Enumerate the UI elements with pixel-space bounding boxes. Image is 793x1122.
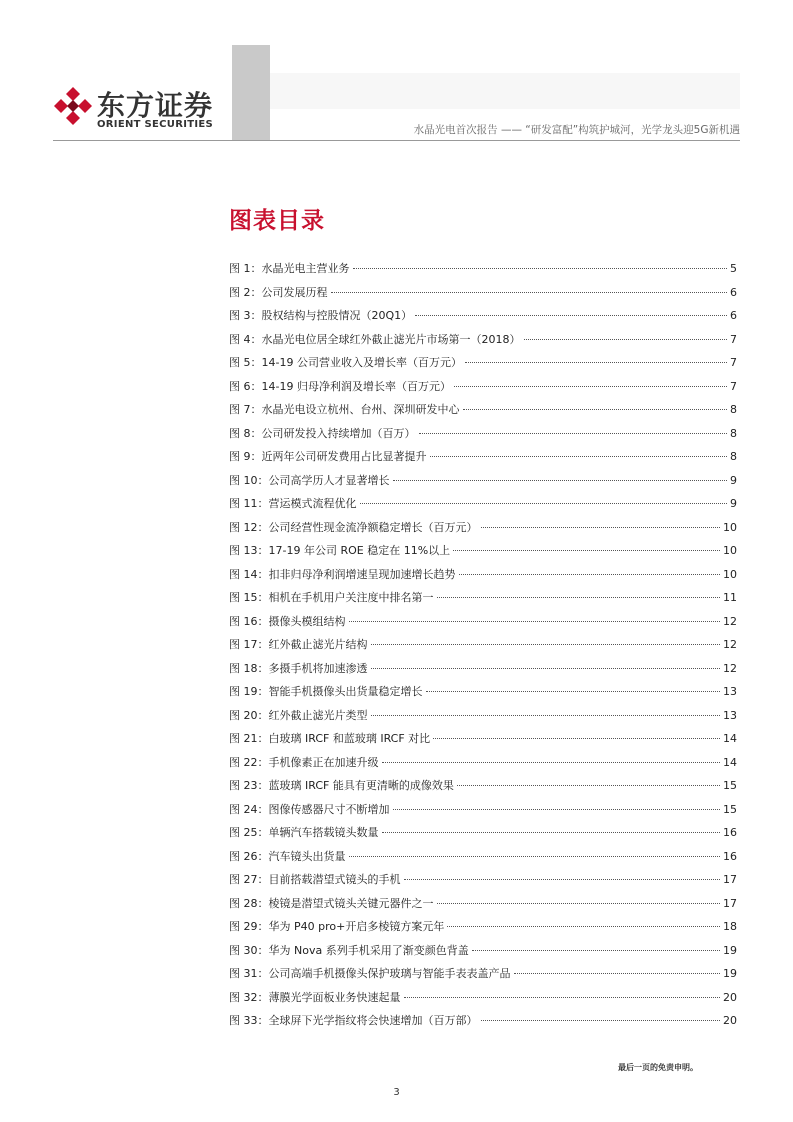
- toc-entry-label[interactable]: 图 11：营运模式流程优化: [229, 497, 357, 510]
- toc-entry[interactable]: [229, 660, 737, 684]
- toc-entry-label[interactable]: 图 14：扣非归母净利润增速呈现加速增长趋势: [229, 567, 456, 581]
- toc-dot-leader: [457, 784, 720, 786]
- toc-entry-page[interactable]: 15: [723, 802, 737, 816]
- toc-entry[interactable]: [229, 378, 737, 402]
- toc-dot-leader: [415, 314, 727, 316]
- toc-dot-leader: [430, 455, 728, 457]
- toc-entry[interactable]: [229, 331, 737, 355]
- toc-entry-page[interactable]: 10: [723, 567, 737, 581]
- toc-entry-label[interactable]: 图 7：水晶光电设立杭州、台州、深圳研发中心: [229, 403, 460, 416]
- toc-entry-page[interactable]: 16: [723, 849, 737, 863]
- toc-dot-leader: [393, 479, 728, 481]
- toc-entry-page[interactable]: 15: [723, 779, 737, 792]
- toc-entry[interactable]: [229, 824, 737, 848]
- page-number: 3: [393, 1087, 400, 1098]
- toc-entry-page[interactable]: 20: [723, 990, 737, 1004]
- toc-entry-label[interactable]: 图 22：手机像素正在加速升级: [229, 755, 379, 769]
- toc-entry[interactable]: [229, 730, 737, 754]
- toc-dot-leader: [349, 620, 721, 622]
- toc-entry-label[interactable]: 图 18：多摄手机将加速渗透: [229, 661, 368, 675]
- toc-dot-leader: [514, 972, 721, 974]
- toc-entry-page[interactable]: 9: [730, 497, 737, 510]
- toc-entry-page[interactable]: 12: [723, 614, 737, 628]
- toc-entry[interactable]: [229, 636, 737, 660]
- header-decor-strip: [270, 73, 740, 109]
- toc-entry-label[interactable]: 图 21：白玻璃 IRCF 和蓝玻璃 IRCF 对比: [229, 732, 431, 745]
- toc-entry-label[interactable]: 图 17：红外截止滤光片结构: [229, 638, 368, 651]
- toc-entry[interactable]: [229, 519, 737, 543]
- toc-entry-page[interactable]: 13: [723, 685, 737, 698]
- toc-dot-leader: [447, 925, 720, 927]
- toc-entry-label[interactable]: 图 8：公司研发投入持续增加（百万）: [229, 426, 416, 440]
- toc-entry-page[interactable]: 10: [723, 520, 737, 534]
- toc-entry-label[interactable]: 图 26：汽车镜头出货量: [229, 849, 346, 863]
- toc-entry-page[interactable]: 14: [723, 732, 737, 745]
- toc-entry-page[interactable]: 19: [723, 943, 737, 957]
- toc-entry[interactable]: [229, 1012, 737, 1036]
- brand-name-cn: 东方证券: [97, 89, 214, 122]
- brand-name-en: ORIENT SECURITIES: [97, 119, 214, 130]
- toc-dot-leader: [382, 761, 721, 763]
- toc-entry-label[interactable]: 图 6：14-19 归母净利润及增长率（百万元）: [229, 379, 451, 393]
- toc-entry[interactable]: [229, 260, 737, 284]
- toc-entry-page[interactable]: 17: [723, 896, 737, 910]
- toc-entry-page[interactable]: 16: [723, 826, 737, 839]
- toc-dot-leader: [393, 808, 721, 810]
- toc-entry-page[interactable]: 8: [730, 426, 737, 440]
- report-subtitle: 水晶光电首次报告 —— “研发富配”构筑护城河，光学龙头迎5G新机遇: [413, 124, 740, 136]
- toc-dot-leader: [437, 596, 721, 598]
- toc-dot-leader: [419, 432, 728, 434]
- toc-entry-label[interactable]: 图 27：目前搭载潜望式镜头的手机: [229, 873, 401, 886]
- toc-entry[interactable]: [229, 425, 737, 449]
- toc-entry[interactable]: [229, 989, 737, 1013]
- toc-dot-leader: [331, 291, 728, 293]
- toc-entry-label[interactable]: 图 10：公司高学历人才显著增长: [229, 473, 390, 487]
- disclaimer-note: 最后一页的免责申明。: [618, 1063, 698, 1072]
- toc-entry-page[interactable]: 18: [723, 920, 737, 933]
- toc-entry[interactable]: [229, 495, 737, 519]
- toc-dot-leader: [382, 831, 721, 833]
- toc-entry-page[interactable]: 7: [730, 379, 737, 393]
- toc-entry-label[interactable]: 图 13：17-19 年公司 ROE 稳定在 11%以上: [229, 544, 451, 557]
- toc-entry-page[interactable]: 6: [730, 285, 737, 299]
- toc-entry-label[interactable]: 图 2：公司发展历程: [229, 285, 328, 299]
- toc-entry-label[interactable]: 图 33：全球屏下光学指纹将会快速增加（百万部）: [229, 1014, 478, 1027]
- toc-entry-label[interactable]: 图 32：薄膜光学面板业务快速起量: [229, 990, 401, 1004]
- toc-entry-label[interactable]: 图 24：图像传感器尺寸不断增加: [229, 802, 390, 816]
- toc-entry-page[interactable]: 13: [723, 708, 737, 722]
- toc-dot-leader: [481, 1019, 721, 1021]
- toc-entry-page[interactable]: 8: [730, 403, 737, 416]
- toc-entry-label[interactable]: 图 31：公司高端手机摄像头保护玻璃与智能手表表盖产品: [229, 967, 511, 980]
- toc-entry-page[interactable]: 7: [730, 356, 737, 369]
- toc-entry[interactable]: [229, 542, 737, 566]
- toc-entry[interactable]: [229, 448, 737, 472]
- toc-entry[interactable]: [229, 401, 737, 425]
- header-divider: [53, 140, 740, 141]
- toc-entry[interactable]: [229, 566, 737, 590]
- toc-entry-label[interactable]: 图 15：相机在手机用户关注度中排名第一: [229, 591, 434, 604]
- toc-entry-label[interactable]: 图 1：水晶光电主营业务: [229, 262, 350, 275]
- toc-entry[interactable]: [229, 683, 737, 707]
- toc-dot-leader: [437, 902, 721, 904]
- toc-entry-label[interactable]: 图 23：蓝玻璃 IRCF 能具有更清晰的成像效果: [229, 779, 454, 792]
- toc-dot-leader: [481, 526, 721, 528]
- toc-dot-leader: [524, 338, 728, 340]
- toc-entry-page[interactable]: 10: [723, 544, 737, 557]
- toc-entry[interactable]: [229, 707, 737, 731]
- toc-entry-label[interactable]: 图 20：红外截止滤光片类型: [229, 708, 368, 722]
- toc-entry-label[interactable]: 图 25：单辆汽车搭载镜头数量: [229, 826, 379, 839]
- toc-entry-page[interactable]: 9: [730, 473, 737, 487]
- toc-entry[interactable]: [229, 942, 737, 966]
- toc-dot-leader: [371, 714, 721, 716]
- toc-dot-leader: [463, 408, 728, 410]
- toc-entry-label[interactable]: 图 16：摄像头模组结构: [229, 614, 346, 628]
- toc-dot-leader: [360, 502, 728, 504]
- toc-entry[interactable]: [229, 472, 737, 496]
- toc-entry-label[interactable]: 图 9：近两年公司研发费用占比显著提升: [229, 450, 427, 463]
- toc-dot-leader: [404, 996, 721, 998]
- toc-entry-label[interactable]: 图 5：14-19 公司营业收入及增长率（百万元）: [229, 356, 462, 369]
- toc-dot-leader: [371, 643, 721, 645]
- toc-entry[interactable]: [229, 613, 737, 637]
- toc-entry-page[interactable]: 20: [723, 1014, 737, 1027]
- toc-entry[interactable]: [229, 754, 737, 778]
- toc-dot-leader: [404, 878, 721, 880]
- toc-entry[interactable]: [229, 354, 737, 378]
- toc-dot-leader: [433, 737, 720, 739]
- toc-entry[interactable]: [229, 801, 737, 825]
- toc-entry[interactable]: [229, 307, 737, 331]
- toc-dot-leader: [454, 385, 727, 387]
- toc-entry[interactable]: [229, 965, 737, 989]
- toc-entry-page[interactable]: 12: [723, 661, 737, 675]
- toc-entry-page[interactable]: 14: [723, 755, 737, 769]
- toc-dot-leader: [426, 690, 721, 692]
- toc-dot-leader: [472, 949, 720, 951]
- toc-entry[interactable]: [229, 871, 737, 895]
- figure-table-of-contents: [229, 260, 737, 1036]
- toc-dot-leader: [465, 361, 727, 363]
- toc-entry[interactable]: [229, 284, 737, 308]
- toc-entry[interactable]: [229, 777, 737, 801]
- toc-entry-page[interactable]: 19: [723, 967, 737, 980]
- toc-entry-page[interactable]: 7: [730, 332, 737, 346]
- toc-dot-leader: [459, 573, 721, 575]
- toc-entry[interactable]: [229, 918, 737, 942]
- toc-entry-page[interactable]: 17: [723, 873, 737, 886]
- toc-dot-leader: [353, 267, 728, 269]
- toc-entry-page[interactable]: 11: [723, 591, 737, 604]
- toc-entry-label[interactable]: 图 3：股权结构与控股情况（20Q1）: [229, 309, 413, 322]
- toc-dot-leader: [349, 855, 721, 857]
- toc-entry-label[interactable]: 图 28：棱镜是潜望式镜头关键元器件之一: [229, 896, 434, 910]
- toc-entry-label[interactable]: 图 30：华为 Nova 系列手机采用了渐变颜色背盖: [229, 943, 469, 957]
- toc-entry-page[interactable]: 5: [730, 262, 737, 275]
- toc-dot-leader: [453, 549, 720, 551]
- toc-entry-page[interactable]: 6: [730, 309, 737, 322]
- toc-entry-label[interactable]: 图 4：水晶光电位居全球红外截止滤光片市场第一（2018）: [229, 332, 521, 346]
- toc-dot-leader: [371, 667, 721, 669]
- toc-entry[interactable]: [229, 848, 737, 872]
- toc-entry[interactable]: [229, 895, 737, 919]
- toc-entry-label[interactable]: 图 29：华为 P40 pro+开启多棱镜方案元年: [229, 920, 445, 933]
- toc-entry[interactable]: [229, 589, 737, 613]
- page-title: 图表目录: [229, 208, 325, 234]
- header-decor-block: [232, 45, 270, 140]
- toc-entry-label[interactable]: 图 19：智能手机摄像头出货量稳定增长: [229, 685, 423, 698]
- toc-entry-label[interactable]: 图 12：公司经营性现金流净额稳定增长（百万元）: [229, 520, 478, 534]
- toc-entry-page[interactable]: 12: [723, 638, 737, 651]
- toc-entry-page[interactable]: 8: [730, 450, 737, 463]
- orient-securities-logo-icon: [53, 86, 93, 126]
